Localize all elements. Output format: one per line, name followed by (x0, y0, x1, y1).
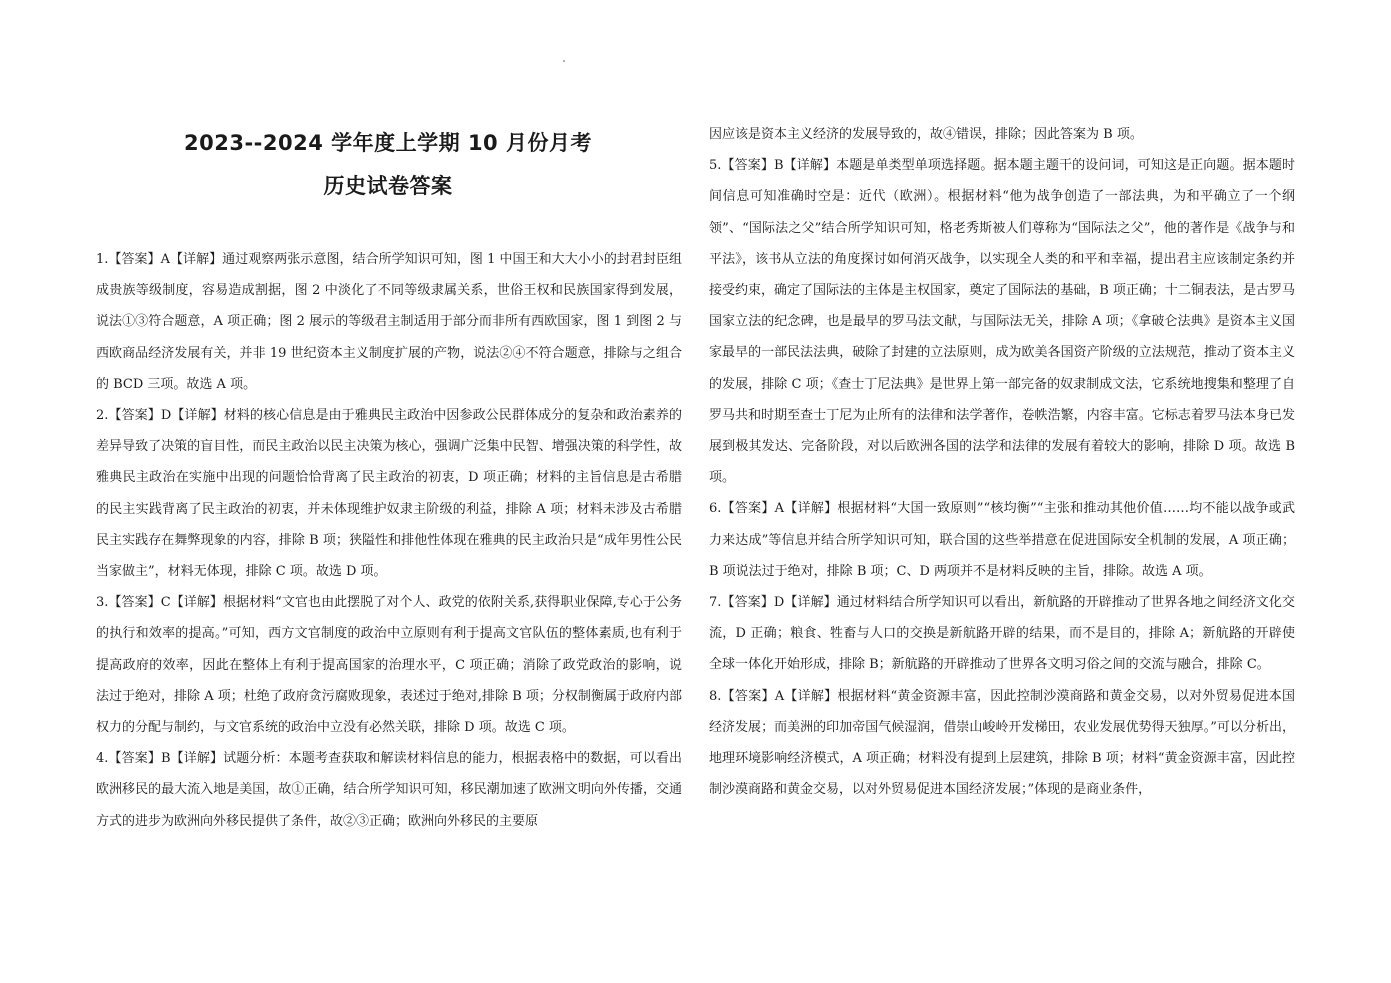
right-column (709, 119, 1295, 805)
answer-paragraph-1: 1.【答案】A【详解】通过观察两张示意图，结合所学知识可知，图 1 中国王和大大小小的封君封臣组成贵族等级制度，容易造成割据，图 2 中淡化了不同等级隶属关系，世俗王权和民族国家得到发展，说法①③符合题意，A 项正确；图 2 展示的等级君主制适用于部分而非所有西欧国家，图 1 到图 2 与西欧商品经济发展有关，并非 19 世纪资本主义制度扩展的产物，说法②④不符合题意，排除与之组合的 BCD 三项。故选 A 项。 (96, 252, 682, 392)
answer-paragraph-2: 2.【答案】D【详解】材料的核心信息是由于雅典民主政治中因参政公民群体成分的复杂和政治素养的差异导致了决策的盲目性，而民主政治以民主决策为核心，强调广泛集中民智、增强决策的科学性，故雅典民主政治在实施中出现的问题恰恰背离了民主政治的初衷，D 项正确；材料的主旨信息是古希腊的民主实践背离了民主政治的初衷，并未体现维护奴隶主阶级的利益，排除 A 项；材料未涉及古希腊民主实践存在舞弊现象的内容，排除 B 项；狭隘性和排他性体现在雅典的民主政治只是“成年男性公民当家做主”，材料无体现，排除 C 项。故选 D 项。 (96, 408, 682, 580)
document-title: 2023--2024 学年度上学期 10 月份月考 (184, 131, 592, 155)
scan-mark (563, 60, 565, 62)
document-subtitle: 历史试卷答案 (323, 174, 453, 198)
answer-paragraph-6: 6.【答案】A【详解】根据材料“大国一致原则”“核均衡”“主张和推动其他价值……均不能以战争或武力来达成”等信息并结合所学知识可知，联合国的这些举措意在促进国际安全机制的发展，A 项正确；B 项说法过于绝对，排除 B 项；C、D 两项并不是材料反映的主旨，排除。故选 A 项。 (709, 501, 1295, 579)
answer-paragraph-8: 8.【答案】A【详解】根据材料“黄金资源丰富，因此控制沙漠商路和黄金交易，以对外贸易促进本国经济发展；而美洲的印加帝国气候湿润，借崇山峻岭开发梯田，农业发展优势得天独厚。”可以分析出，地理环境影响经济模式，A 项正确；材料没有提到上层建筑，排除 B 项；材料“黄金资源丰富，因此控制沙漠商路和黄金交易，以对外贸易促进本国经济发展；”体现的是商业条件， (709, 688, 1295, 798)
answer-paragraph-5: 5.【答案】B【详解】本题是单类型单项选择题。据本题主题干的设问词，可知这是正向题。据本题时间信息可知准确时空是：近代（欧洲）。根据材料“他为战争创造了一部法典，为和平确立了一个纲领”、“国际法之父”结合所学知识可知，格老秀斯被人们尊称为“国际法之父”，他的著作是《战争与和平法》，该书从立法的角度探讨如何消灭战争，以实现全人类的和平和幸福，提出君主应该制定条约并接受约束，确定了国际法的主体是主权国家，奠定了国际法的基础，B 项正确；十二铜表法，是古罗马国家立法的纪念碑，也是最早的罗马法文献，与国际法无关，排除 A 项；《拿破仑法典》是资本主义国家最早的一部民法法典，破除了封建的立法原则，成为欧美各国资产阶级的立法规范，推动了资本主义的发展，排除 C 项；《查士丁尼法典》是世界上第一部完备的奴隶制成文法，它系统地搜集和整理了自罗马共和时期至查士丁尼为止所有的法律和法学著作，卷帙浩繁，内容丰富。它标志着罗马法本身已发展到极其发达、完备阶段，对以后欧洲各国的法学和法律的发展有着较大的影响，排除 D 项。故选 B 项。 (709, 158, 1295, 486)
answer-paragraph-4: 4.【答案】B【详解】试题分析：本题考查获取和解读材料信息的能力，根据表格中的数据，可以看出欧洲移民的最大流入地是美国，故①正确，结合所学知识可知，移民潮加速了欧洲文明向外传播，交通方式的进步为欧洲向外移民提供了条件，故②③正确；欧洲向外移民的主要原 (96, 751, 682, 829)
answer-paragraph-3: 3.【答案】C【详解】根据材料“文官也由此摆脱了对个人、政党的依附关系,获得职业保障,专心于公务的执行和效率的提高。”可知，西方文官制度的政治中立原则有利于提高文官队伍的整体素质,也有利于提高政府的效率，因此在整体上有利于提高国家的治理水平，C 项正确；消除了政党政治的影响，说法过于绝对，排除 A 项；杜绝了政府贪污腐败现象，表述过于绝对,排除 B 项；分权制衡属于政府内部权力的分配与制约，与文官系统的政治中立没有必然关联，排除 D 项。故选 C 项。 (96, 595, 682, 736)
answer-paragraph-4-continued: 因应该是资本主义经济的发展导致的，故④错误，排除；因此答案为 B 项。 (709, 127, 1143, 142)
answer-paragraph-7: 7.【答案】D【详解】通过材料结合所学知识可以看出，新航路的开辟推动了世界各地之间经济文化交流，D 正确；粮食、牲畜与人口的交换是新航路开辟的结果，而不是目的，排除 A；新航路的开辟使全球一体化开始形成，排除 B；新航路的开辟推动了世界各文明习俗之间的交流与融合，排除 C。 (709, 595, 1295, 673)
left-column (96, 244, 682, 837)
